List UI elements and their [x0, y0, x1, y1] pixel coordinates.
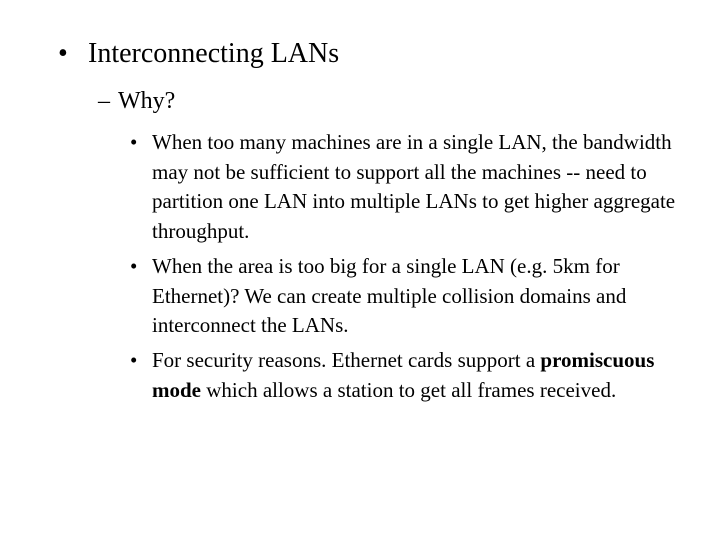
slide-subheading: Why? [118, 88, 176, 114]
bullet-text: When the area is too big for a single LAN (e.g. 5km for Ethernet)? We can create multiple collision domains and interconnect the LANs. [152, 254, 627, 337]
bullet-icon: • [58, 38, 68, 69]
bullet-text [130, 346, 690, 405]
bullet-icon: • [130, 130, 138, 154]
bullet-text-after: which allows a station to get all frames received. [201, 377, 617, 402]
bullet-text-before: For security reasons. Ethernet cards support a [152, 348, 541, 372]
dash-bullet-icon: – [98, 88, 110, 114]
subheading-item [98, 85, 175, 117]
bullet-item-1 [130, 128, 690, 246]
slide-heading: Interconnecting LANs [88, 38, 340, 69]
bullet-text: When too many machines are in a single LAN, the bandwidth may not be sufficient to support all the machines -- need to partition one LAN into multiple LANs to get higher aggregate throughput. [152, 130, 676, 243]
bullet-item-3 [130, 346, 690, 405]
bullet-icon: • [130, 348, 138, 372]
bullet-item-2 [130, 252, 690, 341]
bold-term: promiscuous mode [152, 348, 655, 402]
heading-item [58, 36, 339, 72]
bullet-icon: • [130, 254, 138, 278]
